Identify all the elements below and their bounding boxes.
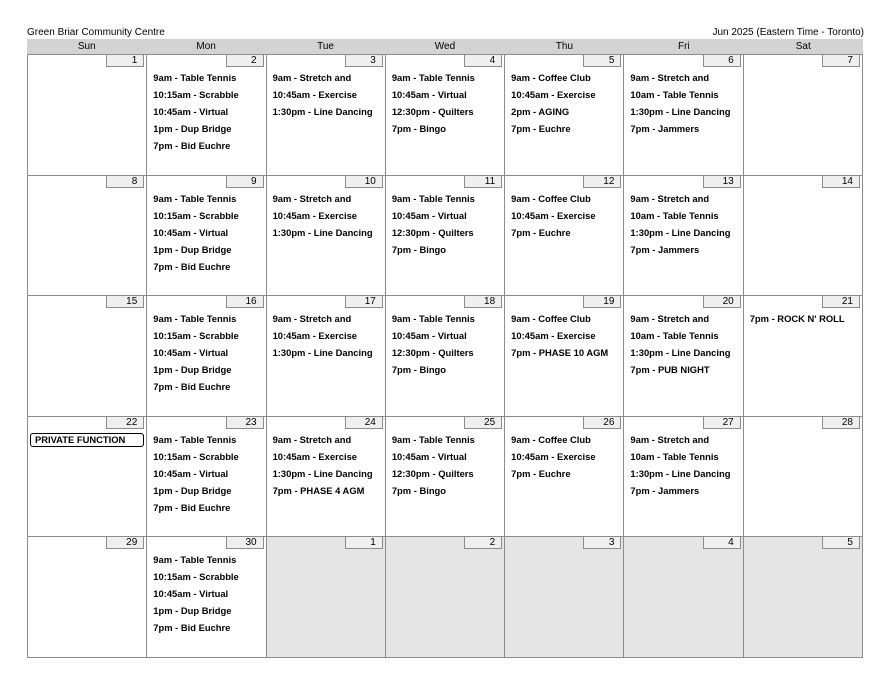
calendar-grid: [27, 54, 863, 658]
day-number: 10: [345, 176, 383, 188]
calendar-event[interactable]: 1pm - Dup Bridge: [153, 605, 232, 617]
calendar-event[interactable]: 10:45am - Exercise: [511, 209, 596, 221]
day-number: 2: [226, 55, 264, 67]
day-number: 29: [106, 537, 144, 549]
day-cell[interactable]: [28, 537, 147, 658]
calendar-event[interactable]: 7pm - Euchre: [511, 467, 571, 479]
day-cell[interactable]: [624, 55, 743, 176]
calendar-event[interactable]: 9am - Table Tennis: [391, 192, 475, 204]
calendar-event[interactable]: 10am - Table Tennis: [630, 330, 719, 342]
calendar-event[interactable]: 12:30pm - Quilters: [391, 347, 474, 359]
event-list: [392, 431, 502, 499]
event-list: [630, 69, 740, 137]
day-cell[interactable]: [386, 537, 505, 658]
calendar-event[interactable]: 1:30pm - Line Dancing: [272, 106, 373, 117]
calendar-event[interactable]: 10:15am - Scrabble: [153, 330, 239, 342]
day-cell[interactable]: [147, 296, 266, 417]
day-cell[interactable]: [505, 417, 624, 538]
calendar-event[interactable]: 7pm - Euchre: [511, 226, 571, 238]
calendar-event[interactable]: 7pm - Bingo: [391, 243, 447, 255]
calendar-event[interactable]: 9am - Stretch and: [630, 433, 710, 445]
day-cell[interactable]: [28, 55, 147, 176]
weekday-sun: Sun: [77, 41, 96, 52]
calendar-event[interactable]: 1pm - Dup Bridge: [153, 243, 232, 255]
day-cell[interactable]: [267, 176, 386, 297]
calendar-event[interactable]: 9am - Table Tennis: [391, 433, 475, 445]
event-list: [153, 431, 263, 516]
calendar-event[interactable]: 9am - Stretch and: [272, 72, 352, 83]
day-cell[interactable]: [267, 55, 386, 176]
day-cell[interactable]: [624, 417, 743, 538]
weekday-fri: Fri: [677, 41, 690, 52]
organization-title: Green Briar Community Centre: [27, 27, 165, 38]
day-cell[interactable]: [267, 537, 386, 658]
calendar-event[interactable]: 9am - Coffee Club: [511, 433, 591, 445]
calendar-event[interactable]: 7pm - Jammers: [630, 243, 700, 255]
calendar-event[interactable]: 7pm - Jammers: [630, 123, 700, 134]
calendar-event[interactable]: 10:45am - Virtual: [391, 450, 467, 462]
day-cell[interactable]: [624, 537, 743, 658]
calendar-event[interactable]: 10:45am - Exercise: [272, 209, 357, 221]
calendar-event[interactable]: 9am - Coffee Club: [511, 72, 591, 83]
day-number: 12: [583, 176, 621, 188]
day-number: 9: [226, 176, 264, 188]
day-cell[interactable]: [744, 176, 863, 297]
day-cell[interactable]: [147, 537, 266, 658]
weekday-mon: Mon: [196, 41, 216, 52]
day-number: 5: [583, 55, 621, 67]
day-cell[interactable]: [28, 296, 147, 417]
calendar-event[interactable]: 7pm - PHASE 4 AGM: [272, 484, 365, 496]
day-cell[interactable]: [147, 55, 266, 176]
calendar-event[interactable]: 9am - Table Tennis: [153, 192, 237, 204]
calendar-event[interactable]: 10:45am - Exercise: [511, 330, 596, 342]
calendar-event[interactable]: 7pm - Bingo: [391, 484, 447, 496]
day-cell[interactable]: [624, 296, 743, 417]
calendar-event[interactable]: 9am - Table Tennis: [153, 554, 237, 566]
calendar-event[interactable]: 1:30pm - Line Dancing: [272, 226, 373, 238]
calendar-event[interactable]: 9am - Stretch and: [272, 313, 352, 325]
day-number: 6: [703, 55, 741, 67]
event-list: [392, 69, 502, 137]
calendar-event[interactable]: 10:45am - Virtual: [153, 467, 229, 479]
calendar-event[interactable]: 12:30pm - Quilters: [391, 467, 474, 479]
calendar-event[interactable]: 7pm - Bid Euchre: [153, 140, 231, 151]
day-cell[interactable]: [28, 176, 147, 297]
calendar-event[interactable]: 7pm - Bingo: [391, 123, 447, 134]
calendar-event[interactable]: 7pm - Bingo: [391, 364, 447, 376]
calendar-event[interactable]: 9am - Table Tennis: [153, 313, 237, 325]
calendar-event[interactable]: 10am - Table Tennis: [630, 450, 719, 462]
event-list: [511, 190, 621, 241]
calendar-event[interactable]: 9am - Stretch and: [272, 192, 352, 204]
event-list: [273, 69, 383, 120]
day-number: 27: [703, 417, 741, 429]
event-list: [153, 551, 263, 636]
calendar-event[interactable]: 7pm - Bid Euchre: [153, 381, 231, 393]
day-number: 13: [703, 176, 741, 188]
day-number: 11: [464, 176, 502, 188]
calendar-event[interactable]: 10:45am - Virtual: [153, 347, 229, 359]
event-list: [511, 69, 621, 137]
day-cell[interactable]: [505, 296, 624, 417]
calendar-event[interactable]: 7pm - Bid Euchre: [153, 260, 231, 272]
calendar-period: Jun 2025 (Eastern Time - Toronto): [712, 27, 864, 38]
calendar-event[interactable]: 7pm - Euchre: [511, 123, 571, 134]
calendar-event[interactable]: 9am - Stretch and: [630, 192, 710, 204]
day-cell[interactable]: [744, 537, 863, 658]
calendar-event[interactable]: 9am - Stretch and: [272, 433, 352, 445]
day-number: 18: [464, 296, 502, 308]
calendar-event[interactable]: 10:45am - Exercise: [511, 89, 596, 100]
calendar-event[interactable]: 9am - Stretch and: [630, 72, 710, 83]
day-cell[interactable]: [386, 417, 505, 538]
calendar-event[interactable]: 1pm - Dup Bridge: [153, 123, 232, 134]
day-number: 26: [583, 417, 621, 429]
calendar-event[interactable]: 1pm - Dup Bridge: [153, 484, 232, 496]
calendar-event[interactable]: 1pm - Dup Bridge: [153, 364, 232, 376]
day-cell[interactable]: [28, 417, 147, 538]
calendar-event[interactable]: 1:30pm - Line Dancing: [630, 106, 731, 117]
day-number: 25: [464, 417, 502, 429]
event-list: [153, 69, 263, 154]
calendar-event[interactable]: 10:45am - Exercise: [272, 89, 357, 100]
calendar-event[interactable]: 7pm - PHASE 10 AGM: [511, 347, 609, 359]
calendar-event[interactable]: 10:45am - Virtual: [153, 226, 229, 238]
calendar-event[interactable]: 10:45am - Virtual: [391, 209, 467, 221]
calendar-event[interactable]: 10am - Table Tennis: [630, 209, 719, 221]
calendar-event[interactable]: 12:30pm - Quilters: [391, 106, 474, 117]
day-number: 7: [822, 55, 860, 67]
calendar-event[interactable]: 2pm - AGING: [511, 106, 570, 117]
calendar-event[interactable]: 12:30pm - Quilters: [391, 226, 474, 238]
day-number: 24: [345, 417, 383, 429]
calendar-event[interactable]: 10:45am - Virtual: [153, 106, 229, 117]
calendar-event[interactable]: 9am - Table Tennis: [153, 433, 237, 445]
event-list: [750, 310, 860, 327]
calendar-event[interactable]: 10:45am - Exercise: [272, 330, 357, 342]
month-calendar: [27, 39, 863, 659]
day-number: 3: [345, 55, 383, 67]
day-number: 15: [106, 296, 144, 308]
calendar-event[interactable]: 10:45am - Exercise: [272, 450, 357, 462]
weekday-sat: Sat: [795, 41, 811, 52]
day-number: 5: [822, 537, 860, 549]
calendar-event[interactable]: 7pm - Bid Euchre: [153, 622, 231, 634]
day-cell[interactable]: [505, 55, 624, 176]
day-cell[interactable]: [386, 176, 505, 297]
day-cell[interactable]: [505, 537, 624, 658]
weekday-thu: Thu: [555, 41, 574, 52]
calendar-event[interactable]: 9am - Table Tennis: [391, 313, 475, 325]
day-number: 8: [106, 176, 144, 188]
calendar-event[interactable]: 7pm - PUB NIGHT: [630, 364, 710, 376]
day-number: 23: [226, 417, 264, 429]
day-cell[interactable]: [386, 296, 505, 417]
day-number: 4: [703, 537, 741, 549]
calendar-event[interactable]: 10:45am - Virtual: [391, 89, 467, 100]
event-list: [273, 310, 383, 361]
calendar-event[interactable]: 10:15am - Scrabble: [153, 571, 239, 583]
day-cell[interactable]: [744, 417, 863, 538]
calendar-event[interactable]: 7pm - ROCK N' ROLL: [749, 313, 845, 325]
day-cell[interactable]: [267, 296, 386, 417]
day-cell[interactable]: [505, 176, 624, 297]
calendar-event[interactable]: 1:30pm - Line Dancing: [630, 467, 731, 479]
calendar-event[interactable]: 10:45am - Virtual: [153, 588, 229, 600]
day-number: 1: [345, 537, 383, 549]
day-number: 19: [583, 296, 621, 308]
calendar-event[interactable]: 1:30pm - Line Dancing: [272, 347, 373, 359]
weekday-wed: Wed: [434, 41, 456, 52]
event-list: [153, 190, 263, 275]
calendar-event[interactable]: 7pm - Jammers: [630, 484, 700, 496]
calendar-event[interactable]: 9am - Table Tennis: [153, 72, 237, 83]
day-number: 22: [106, 417, 144, 429]
day-number: 28: [822, 417, 860, 429]
calendar-event[interactable]: 9am - Coffee Club: [511, 192, 591, 204]
weekday-tue: Tue: [317, 41, 334, 52]
calendar-event[interactable]: 1:30pm - Line Dancing: [272, 467, 373, 479]
private-function-event[interactable]: PRIVATE FUNCTION: [30, 433, 144, 447]
calendar-event[interactable]: 10:45am - Virtual: [391, 330, 467, 342]
day-number: 1: [106, 55, 144, 67]
day-number: 21: [822, 296, 860, 308]
calendar-event[interactable]: 10:45am - Exercise: [511, 450, 596, 462]
calendar-event[interactable]: 10:15am - Scrabble: [153, 450, 239, 462]
day-cell[interactable]: [386, 55, 505, 176]
calendar-event[interactable]: 9am - Coffee Club: [511, 313, 591, 325]
event-list: [392, 190, 502, 258]
calendar-event[interactable]: 9am - Stretch and: [630, 313, 710, 325]
day-number: 30: [226, 537, 264, 549]
event-list: [392, 310, 502, 378]
calendar-event[interactable]: 9am - Table Tennis: [391, 72, 475, 83]
day-number: 16: [226, 296, 264, 308]
day-number: 14: [822, 176, 860, 188]
day-number: 4: [464, 55, 502, 67]
event-list: [153, 310, 263, 395]
event-list: [511, 310, 621, 361]
event-list: [511, 431, 621, 482]
calendar-event[interactable]: 1:30pm - Line Dancing: [630, 347, 731, 359]
event-list: [273, 431, 383, 499]
weekday-header-row: [27, 39, 863, 54]
day-cell[interactable]: [267, 417, 386, 538]
day-cell[interactable]: [744, 296, 863, 417]
day-number: 20: [703, 296, 741, 308]
calendar-event[interactable]: 10am - Table Tennis: [630, 89, 719, 100]
event-list: [630, 431, 740, 499]
day-cell[interactable]: [147, 176, 266, 297]
calendar-event[interactable]: 1:30pm - Line Dancing: [630, 226, 731, 238]
day-number: 2: [464, 537, 502, 549]
calendar-event[interactable]: 10:15am - Scrabble: [153, 89, 239, 100]
day-cell[interactable]: [744, 55, 863, 176]
event-list: [630, 310, 740, 378]
day-cell[interactable]: [624, 176, 743, 297]
day-number: 17: [345, 296, 383, 308]
day-number: 3: [583, 537, 621, 549]
day-cell[interactable]: [147, 417, 266, 538]
event-list: [630, 190, 740, 258]
event-list: [273, 190, 383, 241]
calendar-event[interactable]: 7pm - Bid Euchre: [153, 501, 231, 513]
calendar-event[interactable]: 10:15am - Scrabble: [153, 209, 239, 221]
